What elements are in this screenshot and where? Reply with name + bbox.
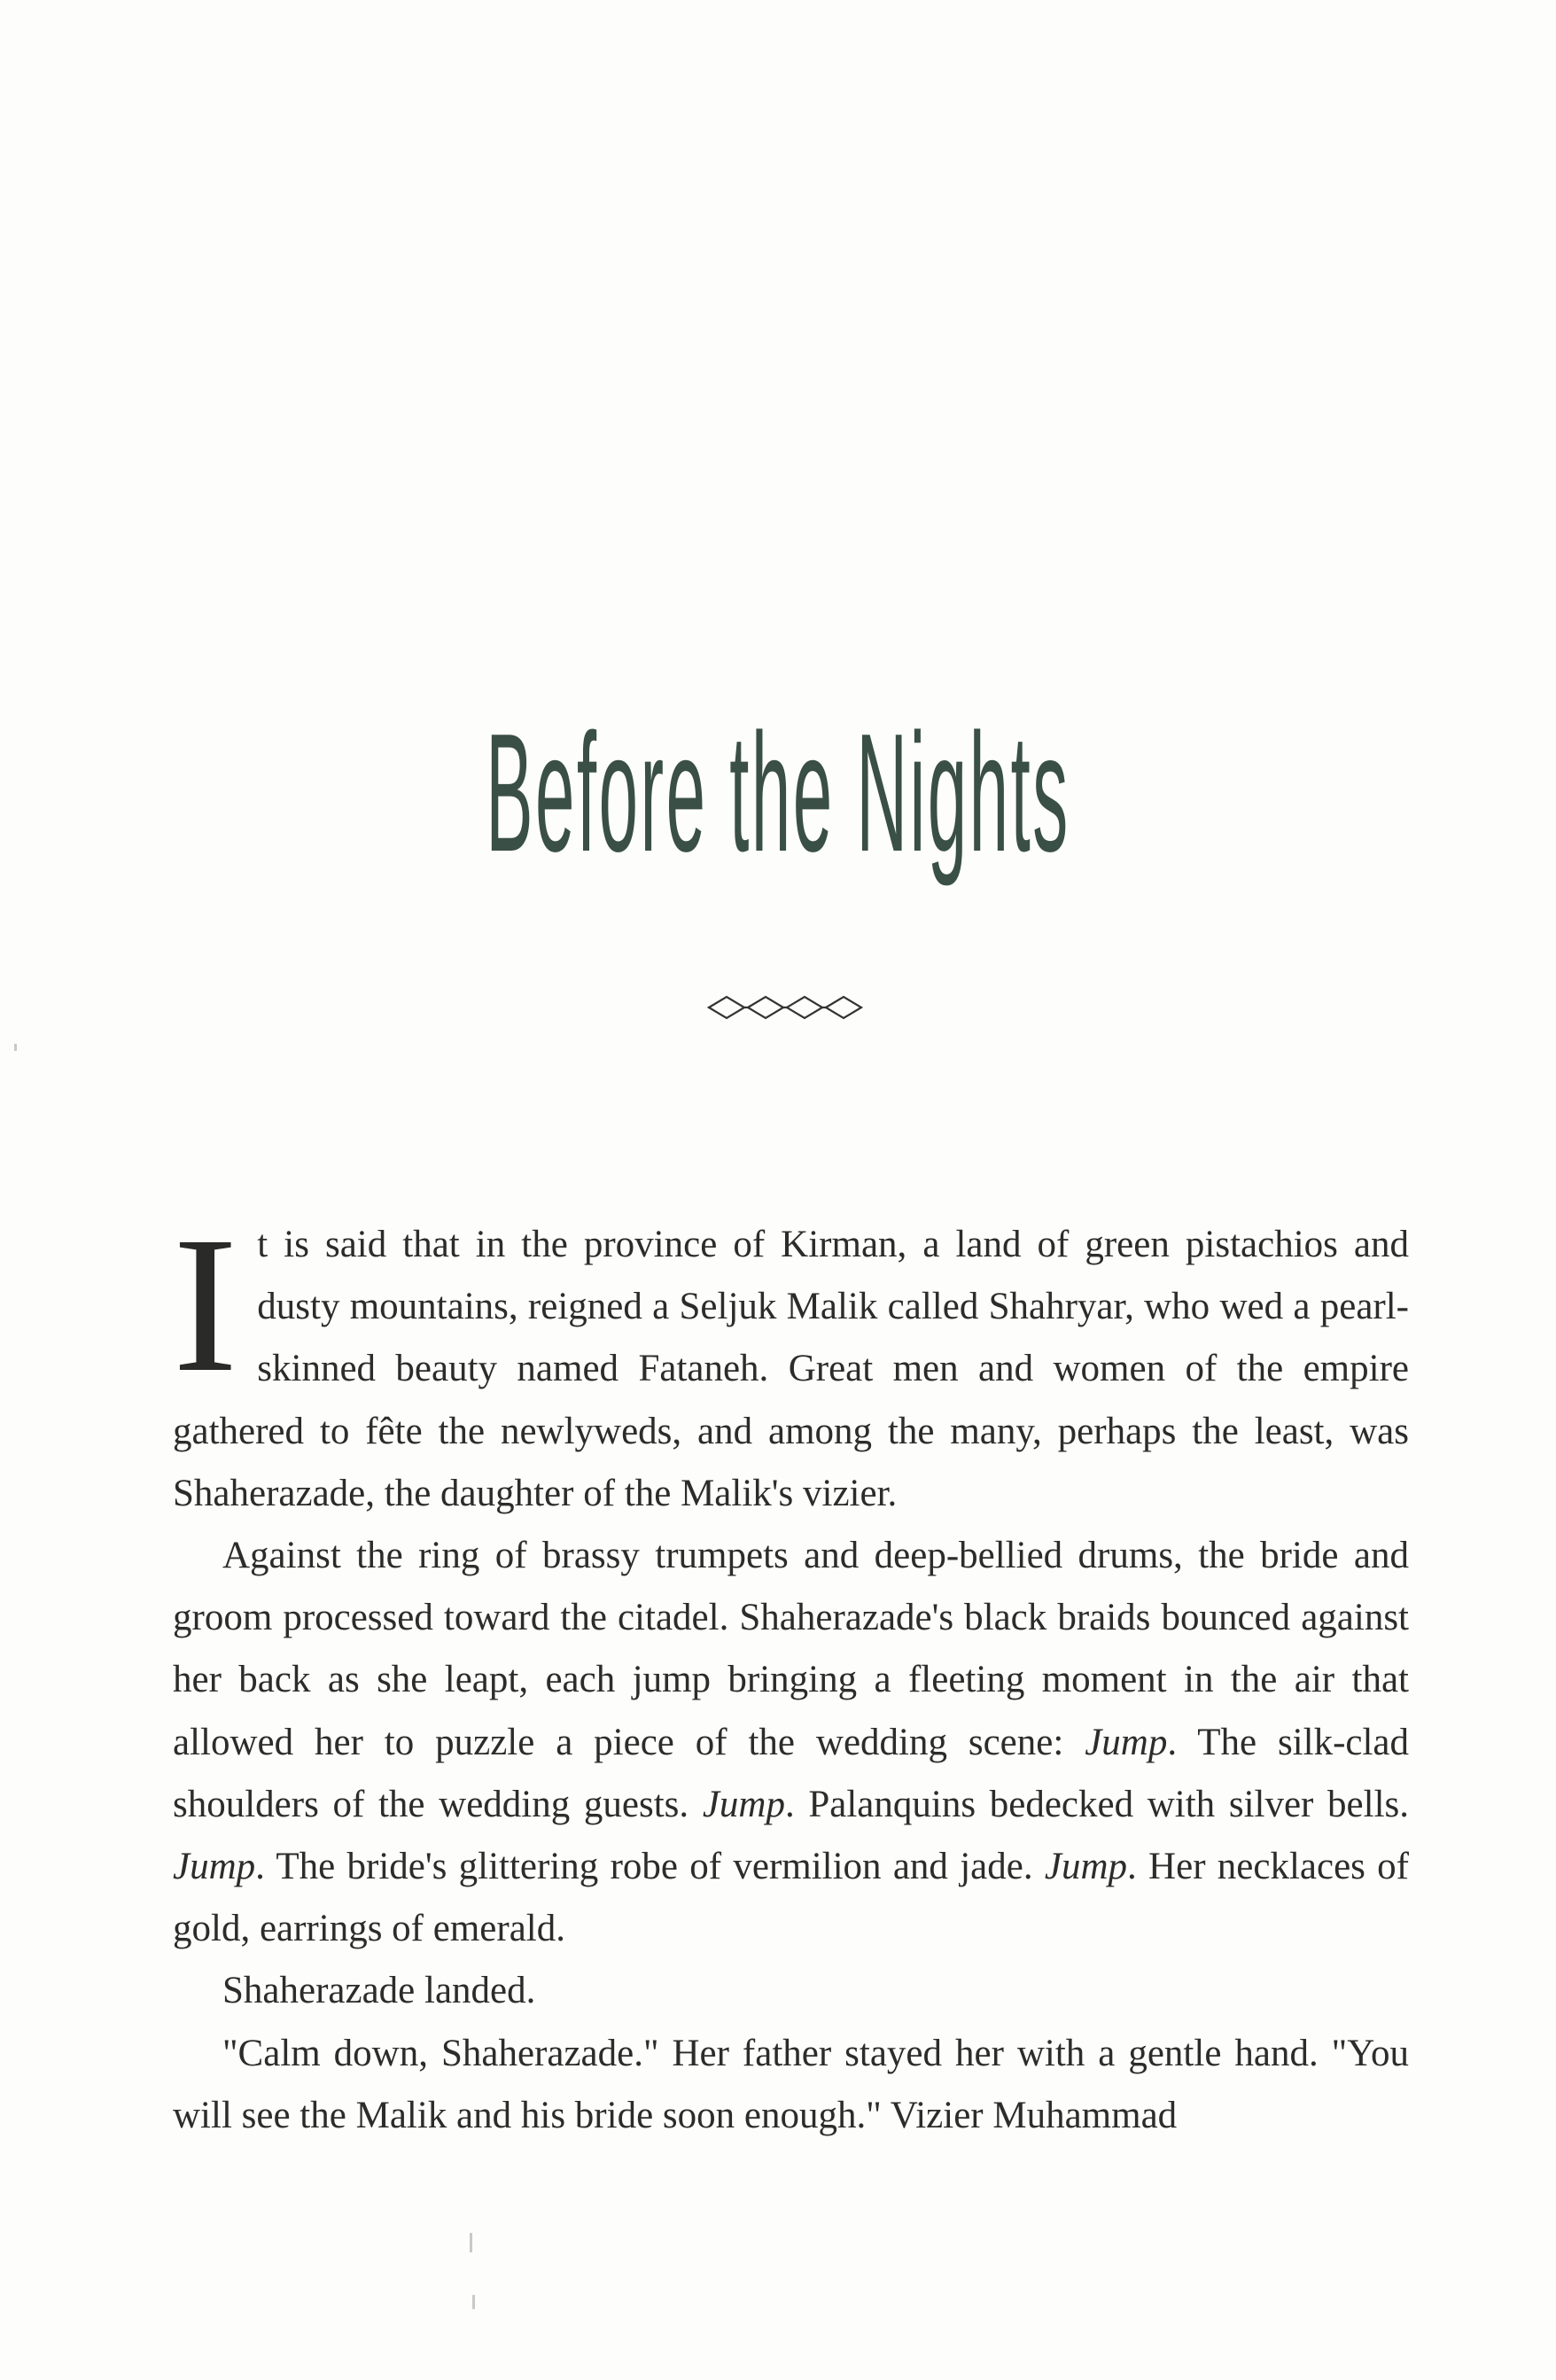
paragraph-2-text-e: . Her necklaces of gold, earrings of emerald. [173,1846,1410,1950]
paragraph-2-text-a: Against the ring of brassy trumpets and deep-bellied drums, the bride and groom processed toward the citadel. Shaherazade's black braids bounced against her back as she leapt, each jump bringing a fleeting moment in the air that allowed her to puzzle a piece of the wedding scene: [173,1535,1409,1763]
italic-jump: Jump [1085,1721,1168,1763]
diamond-chain-ornament-icon [707,990,867,1025]
scan-speck [472,2295,475,2309]
italic-jump: Jump [173,1846,256,1888]
italic-jump: Jump [1044,1846,1128,1888]
paragraph-1-text: t is said that in the province of Kirman, a land of green pistachios and dusty mountains, reigned a Seljuk Malik called Shahryar, who wed a pearl-skinned beauty named Fataneh. Great men and women of the empire gathered to fête the newlyweds, and among the many, perhaps the least, was Shaherazade, the daughter of the Malik's vizier. [173,1224,1409,1514]
chapter-title: Before the Nights [486,699,1070,887]
scan-speck [14,1044,17,1051]
paragraph-1 [173,1196,1409,1525]
drop-cap: I [173,1196,238,1412]
chapter-body [173,1196,1410,2147]
italic-jump: Jump [702,1783,785,1825]
paragraph-2-text-c: . Palanquins bedecked with silver bells. [784,1783,1409,1825]
paragraph-2-text-b: . The silk-clad shoulders of the wedding guests. [173,1721,1410,1825]
paragraph-3: Shaherazade landed. [222,1970,536,2012]
scan-speck [470,2233,472,2252]
paragraph-4: "Calm down, Shaherazade." Her father stayed her with a gentle hand. "You will see the Malik and his bride soon enough." Vizier Muhammad [173,2032,1409,2136]
paragraph-2-text-d: . The bride's glittering robe of vermilion and jade. [255,1846,1045,1888]
paragraph-2 [173,1525,1409,1960]
